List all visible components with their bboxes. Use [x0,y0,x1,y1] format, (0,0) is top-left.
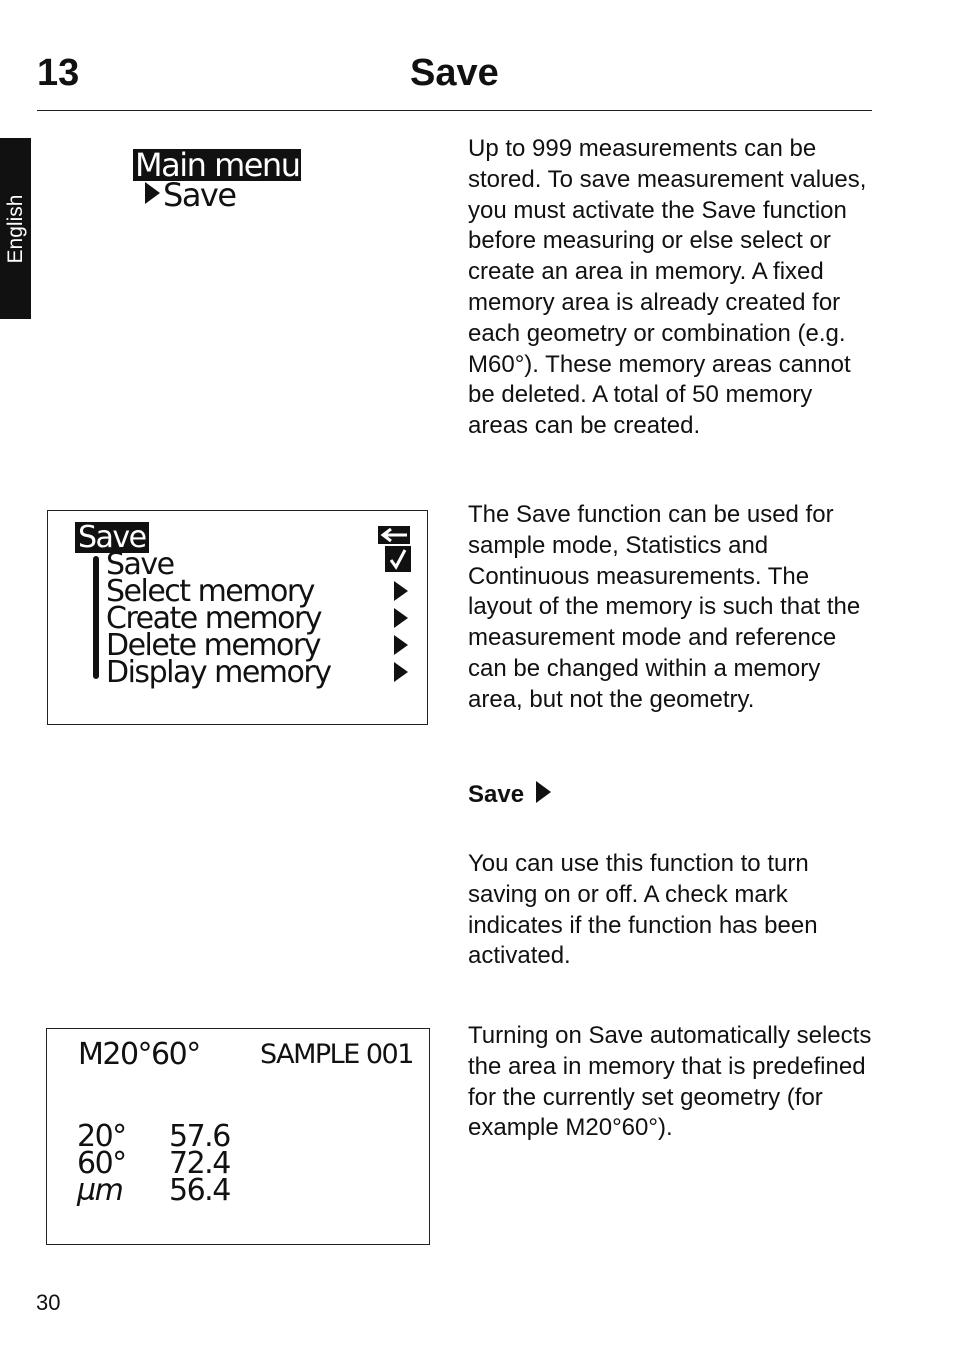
menu-item-create-memory: Create memory [106,601,322,636]
main-menu-title: Main menu [135,146,300,184]
measurement-mode: M20°60° [78,1037,200,1072]
measurement-display [46,1028,430,1245]
save-section-heading [468,781,551,809]
save-description-paragraph: You can use this function to turn saving on or off. A check mark indicates if the function has been activated. [468,850,818,970]
check-mark-icon [385,546,411,572]
submenu-arrow-icon [394,662,408,682]
menu-scroll-bar [93,556,99,679]
measurement-row-label: µm [77,1173,123,1208]
submenu-arrow-icon [394,608,408,628]
auto-select-paragraph: Turning on Save automatically selects the area in memory that is predefined for the currently set geometry (for example M20°60°). [468,1022,872,1142]
menu-item-delete-memory: Delete memory [106,628,320,663]
language-tab [0,138,31,319]
header-divider [37,110,872,111]
measurement-row-value: 72.4 [169,1146,230,1181]
main-menu-item-save [145,178,236,212]
page-title: Save [410,52,499,94]
measurement-row-label: 20° [77,1119,126,1154]
submenu-arrow-icon [394,581,408,601]
page-number: 30 [36,1290,61,1315]
language-label: English [3,194,27,263]
menu-item-display-memory: Display memory [106,655,331,690]
measurement-row-value: 57.6 [169,1119,230,1154]
menu-item-save: Save [106,547,174,582]
play-arrow-icon [536,781,551,803]
play-arrow-icon [145,182,160,204]
save-menu-title: Save [75,522,149,553]
main-menu-item-label: Save [163,176,236,214]
measurement-row-value: 56.4 [169,1173,230,1208]
submenu-arrow-icon [394,635,408,655]
chapter-number: 13 [37,52,80,94]
save-heading-label: Save [468,781,525,808]
sample-label: SAMPLE 001 [260,1039,413,1070]
intro-paragraph: Up to 999 measurements can be stored. To save measurement values, you must activate the Save function before measuring or else select or create an area in memory. A fixed memory area is already created for each geometry or combination (e.g. M60°). These memory areas cannot be deleted. A total of 50 memory areas can be created. [468,135,867,440]
back-arrow-icon [378,526,410,544]
measurement-row-label: 60° [77,1146,126,1181]
save-menu-display [47,510,428,725]
usage-paragraph: The Save function can be used for sample mode, Statistics and Continuous measurements. The layout of the memory is such that the measurement mode and reference can be changed within a memory area, but not the geometry. [468,501,861,713]
menu-item-select-memory: Select memory [106,574,314,609]
